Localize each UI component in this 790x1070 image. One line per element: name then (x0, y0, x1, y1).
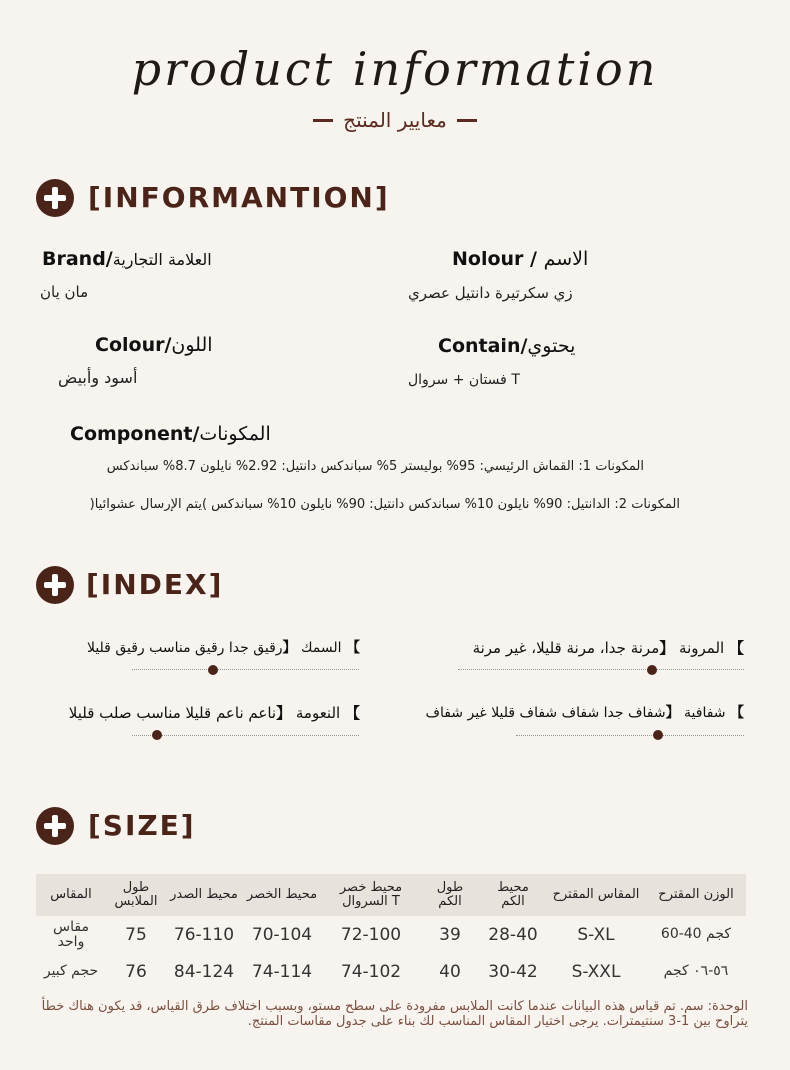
cell-length: 75 (125, 924, 147, 945)
col-suggested-size: المقاس المقترح (546, 874, 646, 916)
table-row (36, 916, 746, 953)
thickness-label: السمك (301, 640, 342, 656)
thickness-options: رقيق جدا رقيق مناسب رقيق قليلا (86, 640, 283, 656)
cell-suggested-size: S-XL (577, 924, 615, 945)
section-title-size: [SIZE] (88, 809, 196, 842)
name-label (452, 248, 588, 270)
elasticity-scale (458, 669, 744, 670)
index-transparency: 】 شفافية 【شفاف جدا شفاف شفاف قليلا غير شفاف (425, 705, 744, 721)
cell-length: 76 (125, 961, 147, 982)
size-table-header (36, 874, 746, 916)
cell-size: مقاس واحد (53, 918, 89, 950)
cell-bust: 76-110 (173, 924, 235, 945)
cell-waist: 74-114 (251, 961, 313, 982)
softness-marker (152, 730, 162, 740)
softness-options: ناعم ناعم قليلا مناسب صلب قليلا (68, 704, 277, 722)
index-softness: 】 النعومة 【ناعم ناعم قليلا مناسب صلب قليلا (68, 704, 360, 722)
col-length: طول الملابس (106, 874, 166, 916)
transparency-options: شفاف جدا شفاف شفاف قليلا غير شفاف (425, 705, 666, 721)
divider (457, 119, 477, 122)
cell-suggested-size: S-XXL (571, 961, 621, 982)
brand-label-en: Brand/ (42, 248, 113, 270)
contain-label (438, 335, 575, 357)
size-table (36, 874, 746, 990)
table-row (36, 953, 746, 990)
name-value: زي سكرتيرة دانتيل عصري (408, 284, 573, 302)
section-title-index: [INDEX] (86, 568, 224, 601)
cell-sleeve-circ: 30-42 (488, 961, 538, 982)
brand-label-ar: العلامة التجارية (112, 250, 212, 269)
col-waist: محيط الخصر (242, 874, 322, 916)
cell-pants-waist: 74-102 (340, 961, 402, 982)
component-label-ar: المكونات (199, 423, 271, 445)
contain-value: فستان + سروال T (408, 372, 520, 388)
col-sleeve-length: طول الكم (420, 874, 480, 916)
elasticity-options: مرنة جدا، مرنة قليلا، غير مرنة (472, 639, 660, 657)
col-size: المقاس (36, 874, 106, 916)
plus-circle-icon (36, 179, 74, 217)
colour-label-en: Colour/ (95, 334, 172, 356)
component-label-en: Component/ (70, 423, 200, 445)
cell-sleeve-length: 40 (439, 961, 461, 982)
col-sleeve-circ: محيط الكم (480, 874, 546, 916)
subtitle: معايير المنتج (343, 108, 447, 132)
index-thickness: 】 السمك 【رقيق جدا رقيق مناسب رقيق قليلا (86, 640, 360, 656)
colour-label-ar: اللون (171, 334, 213, 356)
cell-sleeve-circ: 28-40 (488, 924, 538, 945)
cell-bust: 84-124 (173, 961, 235, 982)
size-note: الوحدة: سم. تم قياس هذه البيانات عندما كانت الملابس مفرودة على سطح مستو، وبسبب اختلاف طرق القياس، قد يكون هناك خطأ يتراوح بين 1-3 سنتيمترات. يرجى اختيار المقاس المناسب لك بناء على جدول مقاسات المنتج. (41, 999, 748, 1029)
cell-suggested-weight: ٥٦-٠٦ كجم (663, 963, 729, 979)
brand-value: مان يان (40, 283, 89, 301)
page-title: product information (131, 42, 659, 96)
name-label-ar: الاسم (543, 248, 589, 270)
thickness-marker (208, 665, 218, 675)
cell-waist: 70-104 (251, 924, 313, 945)
index-elasticity: 】 المرونة 【مرنة جدا، مرنة قليلا، غير مرنة (472, 639, 744, 657)
divider (313, 119, 333, 122)
component-line-2: المكونات 2: الدانتيل: 90% نايلون 10% سباندكس دانتيل: 90% نايلون 10% سباندكس )يتم الإرسال عشوائيا( (89, 497, 680, 512)
transparency-label: شفافية (684, 705, 726, 721)
col-bust: محيط الصدر (166, 874, 242, 916)
elasticity-marker (647, 665, 657, 675)
plus-circle-icon (36, 566, 74, 604)
section-title-information: [INFORMANTION] (88, 181, 390, 214)
transparency-scale (516, 735, 744, 736)
contain-label-en: Contain/ (438, 335, 528, 357)
component-label (70, 423, 271, 445)
cell-sleeve-length: 39 (439, 924, 461, 945)
contain-label-ar: يحتوي (527, 335, 576, 357)
colour-value: أسود وأبيض (58, 368, 138, 387)
cell-size: حجم كبير (43, 963, 99, 979)
cell-pants-waist: 72-100 (340, 924, 402, 945)
elasticity-label: المرونة (679, 639, 725, 657)
plus-circle-icon (36, 807, 74, 845)
brand-label (42, 248, 212, 270)
transparency-marker (653, 730, 663, 740)
softness-scale (132, 735, 359, 736)
subtitle-block (0, 108, 790, 132)
col-pants-waist: محيط خصر السروال T (322, 874, 420, 916)
cell-suggested-weight: 60-40 كجم (660, 926, 732, 942)
colour-label (95, 334, 213, 356)
thickness-scale (132, 669, 359, 670)
softness-label: النعومة (295, 704, 341, 722)
name-label-en: Nolour / (452, 248, 544, 270)
col-suggested-weight: الوزن المقترح (646, 874, 746, 916)
component-line-1: المكونات 1: القماش الرئيسي: 95% بوليستر 5% سباندكس دانتيل: 2.92% نايلون 8.7% سباندكس (106, 459, 644, 474)
